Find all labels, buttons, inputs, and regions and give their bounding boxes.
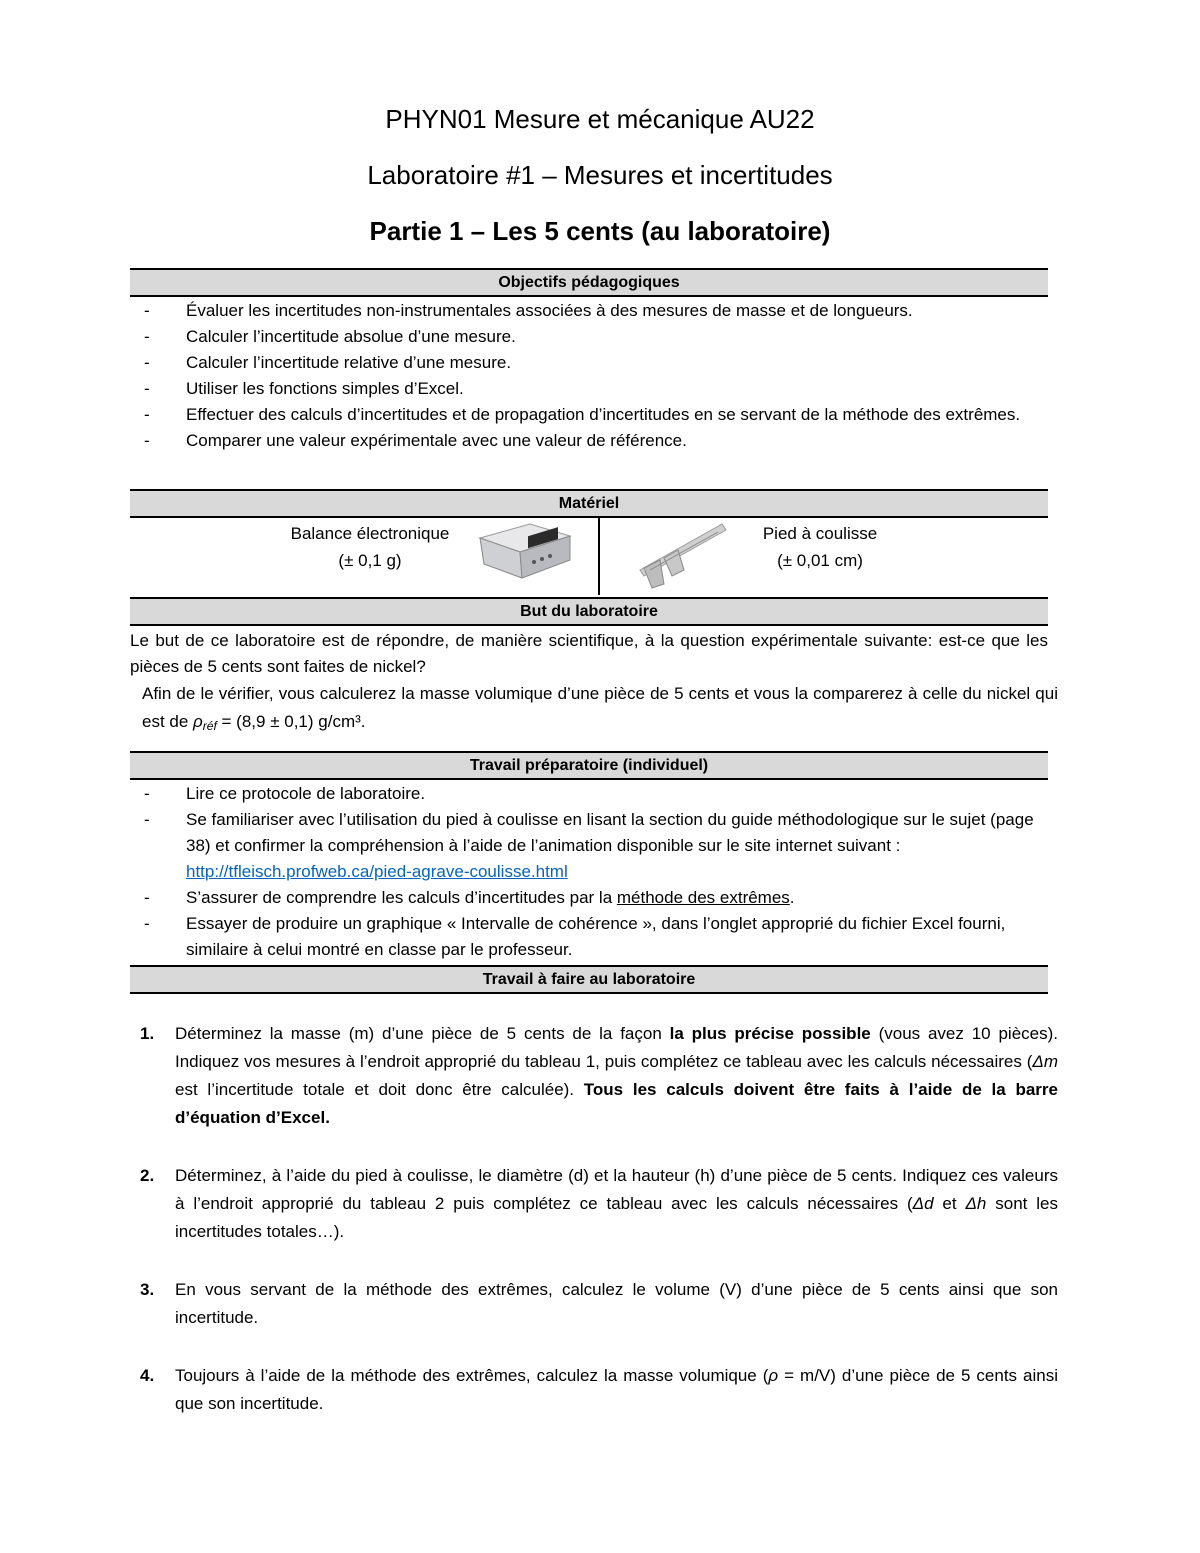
list-item: - Lire ce protocole de laboratoire. bbox=[144, 784, 426, 803]
caliper-image bbox=[630, 518, 730, 590]
list-item: - Comparer une valeur expérimentale avec une valeur de référence. bbox=[144, 431, 687, 450]
electronic-balance-image bbox=[470, 518, 576, 584]
extremes-method-underlined: méthode des extrêmes bbox=[616, 888, 790, 907]
list-item: - Utiliser les fonctions simples d’Excel. bbox=[144, 379, 464, 398]
goal-heading: But du laboratoire bbox=[130, 597, 1048, 626]
list-item: - Calculer l’incertitude relative d’une mesure. bbox=[144, 353, 512, 372]
caliper-label: Pied à coulisse (± 0,01 cm) bbox=[762, 524, 878, 570]
list-item: - Effectuer des calculs d’incertitudes et de propagation d’incertitudes en se servant de la méthode des extrêmes. bbox=[144, 405, 1021, 424]
list-item: - Calculer l’incertitude absolue d’une mesure. bbox=[144, 327, 516, 346]
animation-link[interactable]: http://tfleisch.profweb.ca/pied-agrave-coulisse.html bbox=[186, 862, 568, 881]
course-title: PHYN01 Mesure et mécanique AU22 bbox=[385, 104, 815, 134]
part-title: Partie 1 – Les 5 cents (au laboratoire) bbox=[369, 216, 831, 246]
lab-title: Laboratoire #1 – Mesures et incertitudes bbox=[367, 160, 833, 190]
step-3: 3. En vous servant de la méthode des extrêmes, calculez le volume (V) d’une pièce de 5 cents ainsi que son incertitude. bbox=[140, 1280, 1058, 1327]
materials-divider bbox=[598, 517, 600, 595]
preparatory-heading: Travail préparatoire (individuel) bbox=[130, 751, 1048, 780]
goal-paragraph-1: Le but de ce laboratoire est de répondre, de manière scientifique, à la question expérimentale suivante: est-ce que les pièces de 5 cents sont faites de nickel? bbox=[130, 631, 1048, 676]
step-4: 4. Toujours à l’aide de la méthode des extrêmes, calculez la masse volumique (ρ = m/V) d’une pièce de 5 cents ainsi que son incertitude. bbox=[140, 1366, 1058, 1413]
preparatory-list bbox=[144, 781, 1044, 963]
list-item: - Évaluer les incertitudes non-instrumentales associées à des mesures de masse et de longueurs. bbox=[144, 301, 913, 320]
materials-heading: Matériel bbox=[130, 489, 1048, 518]
objectives-heading: Objectifs pédagogiques bbox=[130, 268, 1048, 297]
list-item: - Se familiariser avec l’utilisation du pied à coulisse en lisant la section du guide méthodologique sur le sujet (page 38) et confirmer la compréhension à l’aide de l’animation disponible sur le site internet suivant : http://tfleisch.profweb.ca/pied-agrave-coulisse.html bbox=[144, 810, 1034, 881]
lab-work-heading: Travail à faire au laboratoire bbox=[130, 965, 1048, 994]
list-item: - S’assurer de comprendre les calculs d’incertitudes par la méthode des extrêmes. bbox=[144, 888, 795, 907]
step-1: 1. Déterminez la masse (m) d’une pièce de 5 cents de la façon la plus précise possible (vous avez 10 pièces). Indiquez vos mesures à l’endroit approprié du tableau 1, puis complétez ce tableau avec les calculs nécessaires (Δm est l’incertitude totale et doit donc être calculée). Tous les calculs doivent être faits à l’aide de la barre d’équation d’Excel. bbox=[140, 1024, 1058, 1127]
objectives-list bbox=[144, 298, 1044, 454]
step-2: 2. Déterminez, à l’aide du pied à coulisse, le diamètre (d) et la hauteur (h) d’une pièce de 5 cents. Indiquez ces valeurs à l’endroit approprié du tableau 2 puis complétez ce tableau avec les calculs nécessaires (Δd et Δh sont les incertitudes totales…). bbox=[140, 1166, 1059, 1241]
list-item: - Essayer de produire un graphique « Intervalle de cohérence », dans l’onglet approprié du fichier Excel fourni, similaire à celui montré en classe par le professeur. bbox=[144, 914, 1006, 959]
balance-label: Balance électronique (± 0,1 g) bbox=[290, 524, 450, 570]
goal-paragraph-2: Afin de le vérifier, vous calculerez la masse volumique d’une pièce de 5 cents et vous la comparerez à celle du nickel qui est de $\rho_{réf} = (8,9 \pm 0,1)$ g/cm³. bbox=[142, 684, 1058, 733]
